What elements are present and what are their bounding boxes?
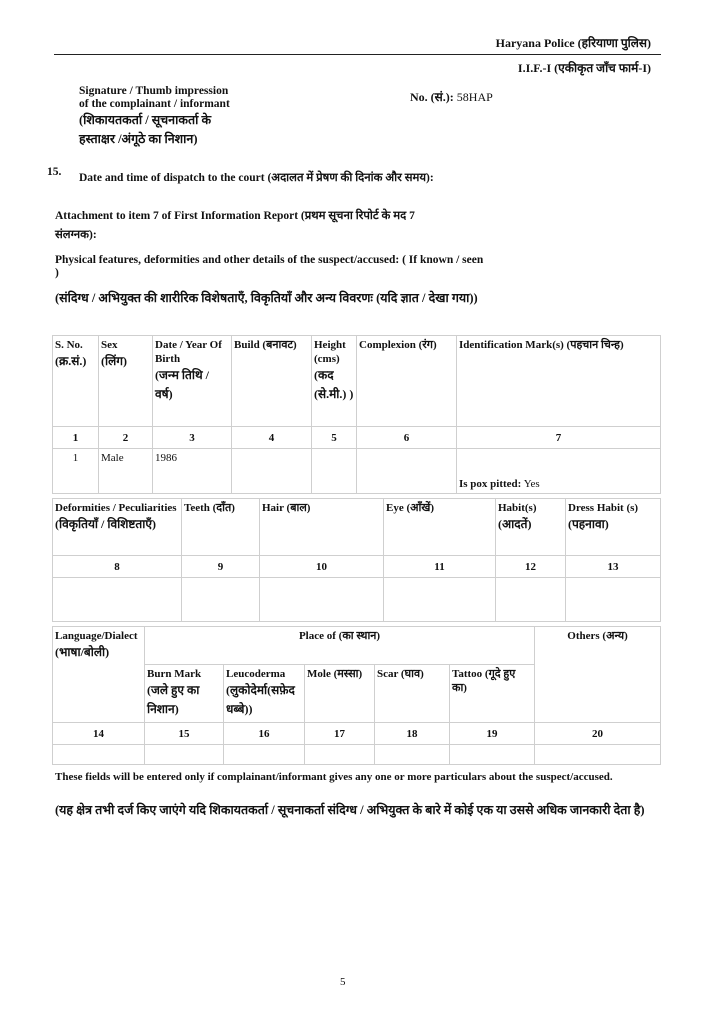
table2-empty-cell [53,578,182,622]
signature-hi-line1: (शिकायतकर्ता / सूचनाकर्ता के [79,113,212,127]
item15-number: 15. [47,166,62,178]
col-number: 13 [566,556,661,578]
suspect-details-table-1 [52,335,661,494]
physical-features-hi: (संदिग्ध / अभियुक्त की शारीरिक विशेषताएँ, विकृतियाँ और अन्य विवरणः (यदि ज्ञात / देखा गया)) [55,291,478,305]
col-number: 3 [153,427,232,449]
row-height [312,449,357,494]
col-number: 12 [496,556,566,578]
table2-empty-cell [260,578,384,622]
col-complexion-header: Complexion (रंग) [357,336,457,427]
physical-features-en: Physical features, deformities and other details of the suspect/accused: ( If known / seen ) [55,254,484,279]
table3-empty-cell [535,745,661,765]
col-teeth-header: Teeth (दाँत) [182,499,260,556]
header-org: Haryana Police (हरियाणा पुलिस) [495,36,651,50]
col-dress-header: Dress Habit (s) (पहनावा) [566,499,661,556]
table3-empty-cell [375,745,450,765]
col-number: 18 [375,723,450,745]
col-number: 5 [312,427,357,449]
col-burn-header: Burn Mark (जले हुए का निशान) [145,665,224,723]
table3-empty-cell [224,745,305,765]
row-dob: 1986 [153,449,232,494]
col-number: 11 [384,556,496,578]
col-leucoderma-header: Leucoderma (लुकोदेर्मा(सफ़ेद धब्बे)) [224,665,305,723]
form-number [410,88,493,105]
table2-empty-cell [182,578,260,622]
header-rule [54,54,661,55]
row-sno: 1 [53,449,99,494]
col-number: 7 [457,427,661,449]
col-number: 15 [145,723,224,745]
row-build [232,449,312,494]
col-number: 20 [535,723,661,745]
col-scar-header: Scar (घाव) [375,665,450,723]
table3-empty-cell [53,745,145,765]
col-mole-header: Mole (मस्सा) [305,665,375,723]
col-hair-header: Hair (बाल) [260,499,384,556]
col-others-header: Others (अन्य) [535,627,661,723]
table2-empty-cell [496,578,566,622]
col-number: 1 [53,427,99,449]
suspect-details-table-2 [52,498,661,622]
col-number: 14 [53,723,145,745]
col-dob-header: Date / Year Of Birth (जन्म तिथि / वर्ष) [153,336,232,427]
col-number: 8 [53,556,182,578]
attachment-line2: संलग्नक): [55,229,97,241]
attachment-heading [55,207,475,245]
table3-empty-cell [145,745,224,765]
signature-en-line2: of the complainant / informant [79,98,230,110]
table2-empty-cell [384,578,496,622]
suspect-details-table-3 [52,626,661,765]
table3-empty-cell [305,745,375,765]
row-identification-mark [457,449,661,494]
col-number: 19 [450,723,535,745]
row-sex: Male [99,449,153,494]
col-deformities-header: Deformities / Peculiarities (विकृतियाँ / विशिष्टताएँ) [53,499,182,556]
col-number: 10 [260,556,384,578]
attachment-line1: Attachment to item 7 of First Information Report (प्रथम सूचना रिपोर्ट के मद 7 [55,210,415,222]
footnote-hi: (यह क्षेत्र तभी दर्ज किए जाएंगे यदि शिकायतकर्ता / सूचनाकर्ता संदिग्ध / अभियुक्त के बारे में कोई एक या उससे अधिक जानकारी देता है) [55,803,645,817]
page-number: 5 [340,976,346,988]
col-number: 2 [99,427,153,449]
col-number: 9 [182,556,260,578]
signature-hi-line2: हस्ताक्षर /अंगूठे का निशान) [79,132,198,146]
col-sno-header: S. No. (क्र.सं.) [53,336,99,427]
signature-block [79,85,279,149]
form-number-value: 58HAP [456,90,493,104]
col-number: 16 [224,723,305,745]
col-eye-header: Eye (आँखें) [384,499,496,556]
form-number-label: No. (सं.): [410,90,454,104]
col-build-header: Build (बनावट) [232,336,312,427]
item15-text: Date and time of dispatch to the court (अदालत में प्रेषण की दिनांक और समय): [79,172,434,184]
col-habit-header: Habit(s) (आदतें) [496,499,566,556]
col-tattoo-header: Tattoo (गूदे हुए का) [450,665,535,723]
header-form-id: I.I.F.-I (एकीकृत जाँच फार्म-I) [517,61,651,75]
col-language-header: Language/Dialect (भाषा/बोली) [53,627,145,723]
pox-value: Yes [523,478,540,490]
row-complexion [357,449,457,494]
col-number: 17 [305,723,375,745]
col-number: 6 [357,427,457,449]
signature-en-line1: Signature / Thumb impression [79,85,229,97]
col-idmark-header: Identification Mark(s) (पहचान चिन्ह) [457,336,661,427]
col-place-header: Place of (का स्थान) [145,627,535,665]
col-number: 4 [232,427,312,449]
table2-empty-cell [566,578,661,622]
col-sex-header: Sex (लिंग) [99,336,153,427]
table3-empty-cell [450,745,535,765]
col-height-header: Height (cms) (कद (से.मी.) ) [312,336,357,427]
pox-label: Is pox pitted: [459,478,522,490]
footnote-en: These fields will be entered only if complainant/informant gives any one or more particulars about the suspect/accused. [55,771,613,783]
